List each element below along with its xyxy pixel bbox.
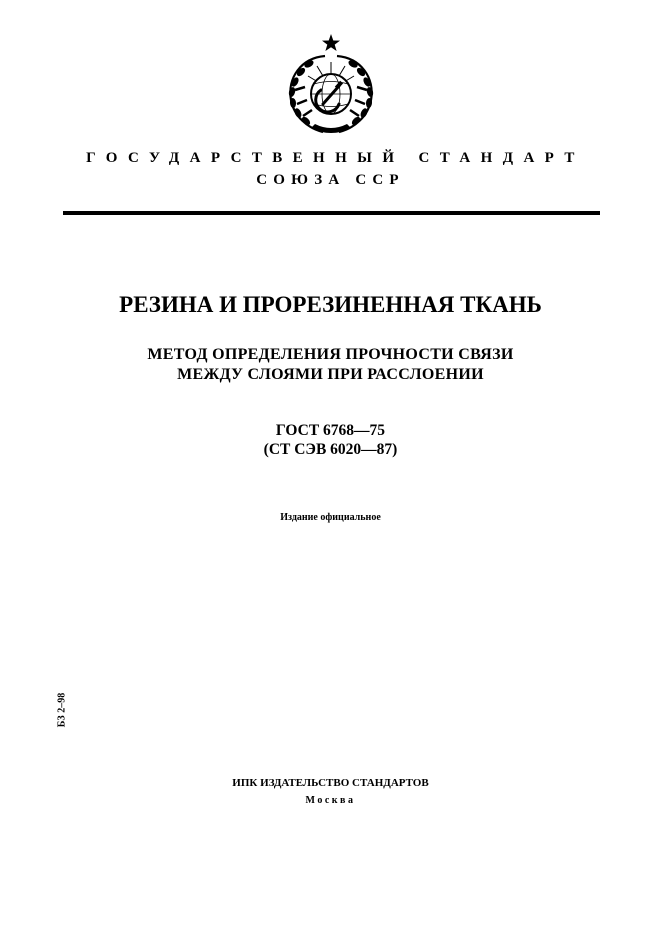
header-union: СОЮЗА ССР — [256, 172, 405, 188]
edition-label: Издание официальное — [280, 512, 381, 523]
document-subtitle-line1: МЕТОД ОПРЕДЕЛЕНИЯ ПРОЧНОСТИ СВЯЗИ — [147, 346, 514, 363]
publisher-city: Москва — [305, 795, 356, 806]
standard-code: ГОСТ 6768—75 — [275, 422, 386, 439]
publisher-name: ИПК ИЗДАТЕЛЬСТВО СТАНДАРТОВ — [232, 777, 429, 789]
document-subtitle-line2: МЕЖДУ СЛОЯМИ ПРИ РАССЛОЕНИИ — [177, 366, 484, 383]
standard-equivalent-code: (СТ СЭВ 6020—87) — [263, 441, 398, 458]
ussr-state-emblem-icon — [281, 32, 381, 140]
header-divider — [63, 211, 600, 215]
side-catalog-code: БЗ 2–98 — [56, 692, 68, 728]
document-title: РЕЗИНА И ПРОРЕЗИНЕННАЯ ТКАНЬ — [119, 292, 542, 317]
header-state-standard: ГОСУДАРСТВЕННЫЙ СТАНДАРТ — [86, 150, 585, 166]
